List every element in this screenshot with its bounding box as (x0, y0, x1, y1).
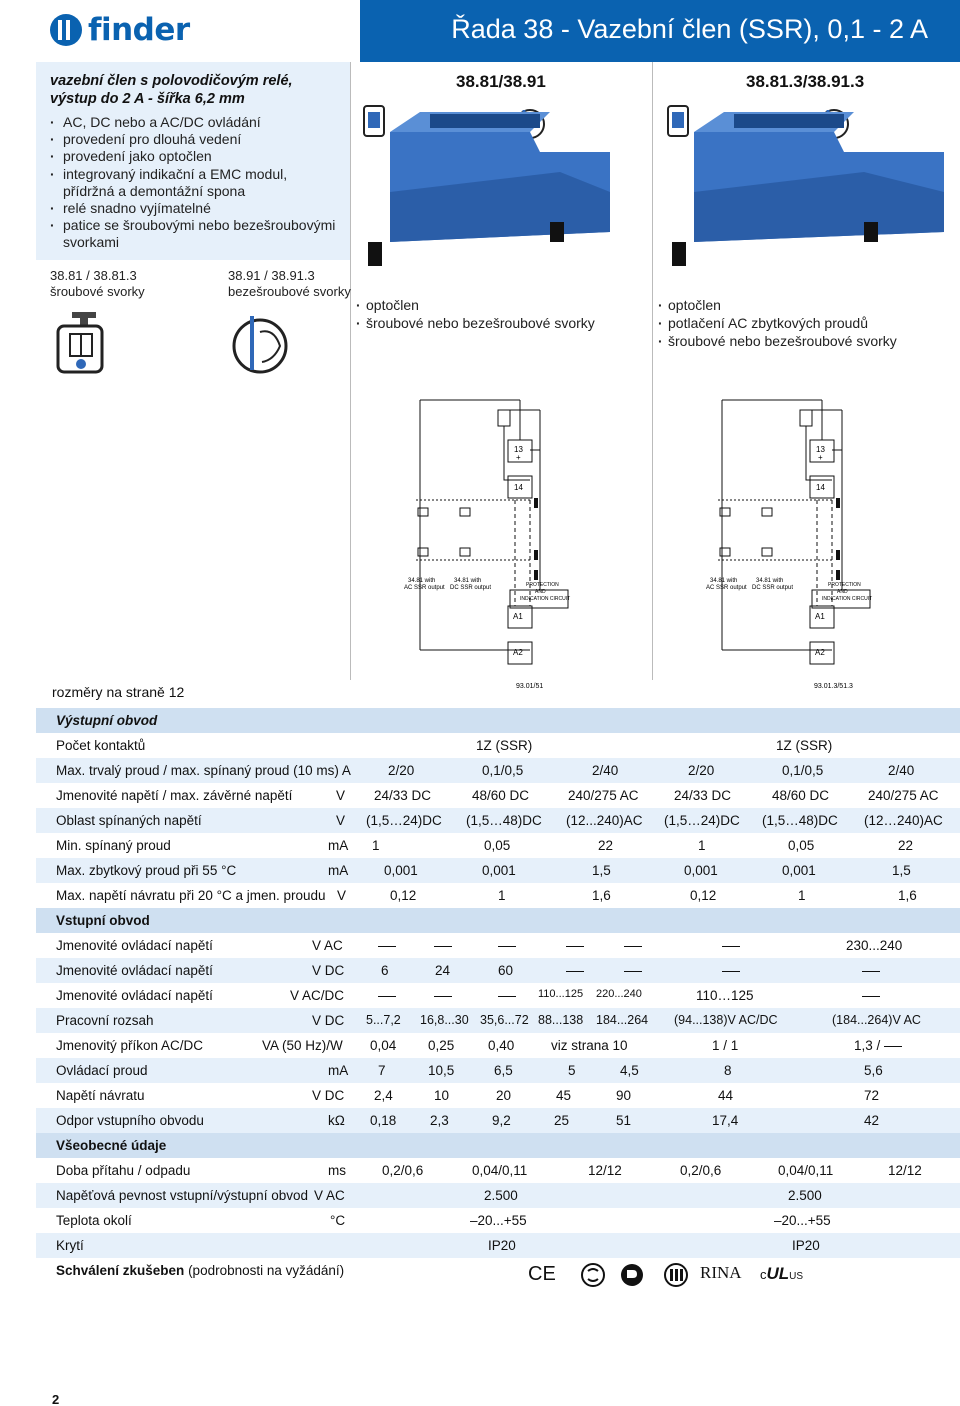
dash-mark (434, 938, 452, 953)
ul-us-label: US (789, 1271, 804, 1282)
cell-value: 0,001 (482, 863, 516, 878)
protection-label: PROTECTION (828, 582, 861, 588)
cell-value: (12...240)AC (566, 813, 643, 828)
ul-c-label: c (760, 1267, 767, 1282)
cell-value: 1Z (SSR) (776, 738, 833, 753)
feature-item: · provedení pro dlouhá vedení (50, 131, 350, 148)
cell-value: 0,04/0,11 (778, 1163, 834, 1178)
row-label: Krytí (56, 1238, 84, 1253)
table-row (36, 1158, 960, 1183)
cell-value: 60 (498, 963, 514, 978)
cell-value: 1,6 (592, 888, 611, 903)
feature-item: · optočlen (356, 296, 595, 314)
table-row (36, 1083, 960, 1108)
section-output (36, 708, 960, 733)
row-label: Doba přítahu / odpadu (56, 1163, 191, 1178)
row-unit: °C (330, 1213, 346, 1228)
section-title: Vstupní obvod (56, 913, 150, 928)
dc-output-label: DC SSR output (752, 585, 794, 591)
cell-value: 110…125 (696, 988, 754, 1003)
feature-item: · AC, DC nebo a AC/DC ovládání (50, 114, 350, 131)
rina-mark-icon: RINA (700, 1263, 742, 1282)
cell-value: (1,5…24)DC (664, 813, 740, 828)
cell-value: 48/60 DC (472, 788, 530, 803)
cell-value: 16,8...30 (420, 1013, 469, 1027)
cell-value: 7 (378, 1063, 386, 1078)
table-row (36, 1208, 960, 1233)
feature-item: · patice se šroubovými nebo bezešroubovými (50, 217, 350, 234)
table-row (36, 983, 960, 1008)
dash-mark (378, 988, 396, 1003)
cell-value: 230...240 (846, 938, 903, 953)
cell-value: 17,4 (712, 1113, 739, 1128)
product-2-features (658, 296, 897, 350)
table-row (36, 833, 960, 858)
cell-value: –20...+55 (774, 1213, 831, 1228)
table-row (36, 1008, 960, 1033)
column-divider (652, 62, 653, 680)
cell-value: 240/275 AC (568, 788, 639, 803)
page-title: Řada 38 - Vazební člen (SSR), 0,1 - 2 A (451, 14, 928, 44)
cell-value: 0,001 (684, 863, 718, 878)
screw-terminal-info (50, 268, 145, 300)
row-unit: mA (328, 863, 349, 878)
cell-value: 2,4 (374, 1088, 393, 1103)
cell-value: 10,5 (428, 1063, 455, 1078)
row-label: Pracovní rozsah (56, 1013, 154, 1028)
cell-value: 1 (798, 888, 806, 903)
dash-mark (624, 938, 642, 953)
dc-with-label: 34.81 with (454, 578, 482, 584)
cell-value: 2.500 (484, 1188, 518, 1203)
row-unit: V AC (312, 938, 343, 953)
row-unit: V DC (312, 1013, 345, 1028)
cell-value: 0,001 (384, 863, 418, 878)
ul-mark-icon: cULUS (760, 1264, 804, 1283)
row-label: Napěťová pevnost vstupní/výstupní obvod (56, 1188, 308, 1203)
cell-value: 20 (496, 1088, 512, 1103)
row-unit: V DC (312, 963, 345, 978)
cell-value: 2/20 (388, 763, 415, 778)
cell-value: 44 (718, 1088, 734, 1103)
row-unit: V (336, 788, 346, 803)
cell-value: 2,3 (430, 1113, 449, 1128)
cell-value: 0,12 (690, 888, 717, 903)
cell-value: 1 (698, 838, 706, 853)
cell-value: 0,2/0,6 (382, 1163, 424, 1178)
row-unit: V AC (314, 1188, 345, 1203)
row-label: Jmenovité ovládací napětí (56, 988, 213, 1003)
wiring-diagram-2 (682, 390, 952, 690)
dash-mark (566, 938, 584, 953)
title-bar (360, 0, 960, 62)
ac-output-label: AC SSR output (706, 585, 747, 591)
cell-value: 0,04 (370, 1038, 397, 1053)
dash-mark (566, 963, 584, 978)
relay-image-1 (360, 92, 650, 272)
cell-value: 1 (372, 838, 380, 853)
cell-value: 110...125 (538, 988, 584, 1000)
cell-value: 10 (434, 1088, 450, 1103)
indication-label: INDICATION CIRCUIT (822, 596, 873, 602)
dimensions-reference: rozměry na straně 12 (52, 684, 185, 700)
cell-value: 1,5 (892, 863, 911, 878)
table-row (36, 783, 960, 808)
dash-mark (498, 938, 516, 953)
cell-value: 1,6 (898, 888, 917, 903)
terminal-14-label: 14 (816, 483, 825, 492)
terminal-13-label: 13 (514, 445, 523, 454)
terminal-14-label: 14 (514, 483, 523, 492)
cell-value: 4,5 (620, 1063, 639, 1078)
screw-terminal-icon (364, 106, 384, 136)
dc-with-label: 34.81 with (756, 578, 784, 584)
ac-with-label: 34.81 with (408, 578, 436, 584)
terminal-plus-label: + (516, 453, 521, 462)
row-label: Počet kontaktů (56, 738, 146, 753)
cell-value: IP20 (488, 1238, 516, 1253)
cell-value: 1Z (SSR) (476, 738, 533, 753)
cell-value: 0,1/0,5 (482, 763, 524, 778)
pct-mark-icon (618, 1262, 646, 1288)
cell-value: 22 (598, 838, 614, 853)
feature-item: svorkami (63, 234, 120, 251)
cell-value: (12…240)AC (864, 813, 943, 828)
column-divider (350, 62, 351, 680)
row-unit: mA (328, 838, 349, 853)
cell-value: viz strana 10 (551, 1038, 628, 1053)
protection-and-label: AND (837, 589, 848, 595)
row-label: Jmenovité napětí / max. závěrné napětí (56, 788, 293, 803)
cell-value-with-dash (854, 1038, 902, 1053)
cell-value: 6 (381, 963, 389, 978)
dash-mark (624, 963, 642, 978)
cell-value: 1,5 (592, 863, 611, 878)
cell-value: 5 (568, 1063, 576, 1078)
screwless-terminal-icon (230, 310, 302, 374)
cell-value: (1,5…48)DC (466, 813, 542, 828)
screw-terminal-code: 38.81 / 38.81.3 (50, 268, 137, 283)
cell-value: 2.500 (788, 1188, 822, 1203)
cell-value: 72 (864, 1088, 880, 1103)
row-label: Oblast spínaných napětí (56, 813, 202, 828)
cell-value: 0,001 (782, 863, 816, 878)
product-code-2: 38.81.3/38.91.3 (746, 72, 865, 91)
screw-terminal-label: šroubové svorky (50, 284, 145, 299)
feature-item: · relé snadno vyjímatelné (50, 200, 350, 217)
table-row (36, 733, 960, 758)
finder-logo (50, 12, 190, 48)
product-1-features (356, 296, 595, 332)
row-unit: V AC/DC (290, 988, 345, 1003)
table-row (36, 1183, 960, 1208)
feature-item: · potlačení AC zbytkových proudů (658, 314, 897, 332)
cell-value: 24 (435, 963, 451, 978)
approvals-note: (podrobnosti na vyžádání) (184, 1263, 345, 1278)
row-label: Jmenovité ovládací napětí (56, 938, 213, 953)
table-row (36, 1258, 960, 1283)
dash-mark (378, 938, 396, 953)
dash-mark (862, 988, 880, 1003)
dash-mark (862, 963, 880, 978)
cell-value: 0,04/0,11 (472, 1163, 528, 1178)
page-number: 2 (52, 1392, 60, 1406)
feature-item: · optočlen (658, 296, 897, 314)
section-input (36, 908, 960, 933)
cell-value: 6,5 (494, 1063, 513, 1078)
row-label: Ovládací proud (56, 1063, 148, 1078)
wiring-diagram-1 (380, 390, 650, 690)
protection-label: PROTECTION (526, 582, 559, 588)
row-label: Jmenovité ovládací napětí (56, 963, 213, 978)
table-row (36, 933, 960, 958)
row-unit: V (337, 888, 347, 903)
row-unit: V DC (312, 1088, 345, 1103)
ce-mark-icon: CE (528, 1263, 556, 1285)
cell-value: 0,05 (788, 838, 815, 853)
table-row (36, 1108, 960, 1133)
row-unit: ms (328, 1163, 346, 1178)
row-unit: kΩ (328, 1113, 345, 1128)
description-panel (36, 62, 350, 260)
dash-mark (498, 988, 516, 1003)
subtitle-line-2: výstup do 2 A - šířka 6,2 mm (50, 91, 245, 107)
cell-value: (94...138)V AC/DC (674, 1013, 778, 1027)
cell-value: 0,18 (370, 1113, 397, 1128)
cell-value: 12/12 (888, 1163, 922, 1178)
cell-value: 5...7,2 (366, 1013, 401, 1027)
row-label: Odpor vstupního obvodu (56, 1113, 204, 1128)
row-label: Teplota okolí (56, 1213, 132, 1228)
cell-value: 12/12 (588, 1163, 622, 1178)
table-row (36, 883, 960, 908)
cell-value: 35,6...72 (480, 1013, 529, 1027)
cell-value: 0,12 (390, 888, 417, 903)
terminal-13-label: 13 (816, 445, 825, 454)
table-row (36, 858, 960, 883)
page-header (0, 0, 960, 62)
cell-value: 22 (898, 838, 914, 853)
feature-item: · šroubové nebo bezešroubové svorky (658, 332, 897, 350)
gost-mark-icon (662, 1262, 690, 1288)
row-label: Max. napětí návratu při 20 °C a jmen. proudu (56, 888, 326, 903)
ac-with-label: 34.81 with (710, 578, 738, 584)
screwless-terminal-label: bezešroubové svorky (228, 284, 351, 299)
feature-list (50, 114, 350, 252)
row-label: Max. zbytkový proud při 55 °C (56, 863, 237, 878)
cell-value: 24/33 DC (374, 788, 432, 803)
cell-value: (1,5…48)DC (762, 813, 838, 828)
relay-image-2 (664, 92, 954, 272)
row-unit: V (336, 813, 346, 828)
terminal-a1-label: A1 (513, 612, 523, 621)
screw-terminal-icon (52, 310, 124, 374)
cell-value: 5,6 (864, 1063, 883, 1078)
dc-output-label: DC SSR output (450, 585, 492, 591)
cell-value: 45 (556, 1088, 572, 1103)
cell-value: 51 (616, 1113, 632, 1128)
table-row (36, 758, 960, 783)
indication-label: INDICATION CIRCUIT (520, 596, 571, 602)
brand-name: finder (88, 12, 190, 48)
row-label: Napětí návratu (56, 1088, 145, 1103)
cell-value: 24/33 DC (674, 788, 732, 803)
dash-mark (434, 988, 452, 1003)
terminal-plus-label: + (818, 453, 823, 462)
feature-item: · šroubové nebo bezešroubové svorky (356, 314, 595, 332)
finder-logo-mark (50, 14, 82, 46)
approvals-title: Schválení zkušeben (56, 1263, 185, 1278)
table-row (36, 1058, 960, 1083)
approvals-label (56, 1263, 344, 1278)
table-row (36, 808, 960, 833)
cell-value: 25 (554, 1113, 570, 1128)
screwless-terminal-info (228, 268, 351, 300)
terminal-a2-label: A2 (815, 648, 825, 657)
diagram-code: 93.01.3/51.3 (814, 683, 853, 690)
feature-item: přídržná a demontážní spona (63, 182, 246, 199)
cell-value: 240/275 AC (868, 788, 939, 803)
dash-mark (722, 938, 740, 953)
protection-and-label: AND (535, 589, 546, 595)
ac-output-label: AC SSR output (404, 585, 445, 591)
row-label: Jmenovitý příkon AC/DC (56, 1038, 204, 1053)
cell-value: 2/40 (592, 763, 619, 778)
cell-value: 42 (864, 1113, 880, 1128)
cell-value: 0,1/0,5 (782, 763, 824, 778)
csa-mark-icon (580, 1262, 606, 1288)
cell-value: 8 (724, 1063, 732, 1078)
table-row (36, 1033, 960, 1058)
cell-value: 1 / 1 (712, 1038, 739, 1053)
screw-terminal-icon (668, 106, 688, 136)
cell-value: 220...240 (596, 988, 642, 1000)
section-title: Všeobecné údaje (56, 1138, 167, 1153)
cell-value: 88...138 (538, 1013, 584, 1027)
cell-value: 2/20 (688, 763, 715, 778)
cell-value: 184...264 (596, 1013, 649, 1027)
screwless-terminal-code: 38.91 / 38.91.3 (228, 268, 315, 283)
product-code-1: 38.81/38.91 (456, 72, 546, 91)
cell-value: 1 (498, 888, 506, 903)
diagram-code: 93.01/51 (516, 683, 544, 690)
subtitle-line-1: vazební člen s polovodičovým relé, (50, 73, 293, 89)
cell-value: 2/40 (888, 763, 915, 778)
row-unit: mA (328, 1063, 349, 1078)
cell-value: 0,05 (484, 838, 511, 853)
row-label: Min. spínaný proud (56, 838, 171, 853)
table-row (36, 958, 960, 983)
cell-value: (1,5…24)DC (366, 813, 442, 828)
dash-mark (722, 963, 740, 978)
section-title: Výstupní obvod (56, 713, 158, 728)
cell-value: IP20 (792, 1238, 820, 1253)
cell-value: (184...264)V AC (832, 1013, 921, 1027)
cell-value: 48/60 DC (772, 788, 830, 803)
row-label: Max. trvalý proud / max. spínaný proud (10 ms) A (56, 763, 351, 778)
cell-value: 1,3 / (854, 1038, 881, 1053)
terminal-a1-label: A1 (815, 612, 825, 621)
cell-value: –20...+55 (470, 1213, 527, 1228)
terminal-a2-label: A2 (513, 648, 523, 657)
feature-item: · integrovaný indikační a EMC modul, (50, 166, 350, 183)
cell-value: 0,40 (488, 1038, 515, 1053)
cell-value: 9,2 (492, 1113, 511, 1128)
cell-value: 0,2/0,6 (680, 1163, 722, 1178)
row-unit: VA (50 Hz)/W (262, 1038, 343, 1053)
cell-value: 0,25 (428, 1038, 455, 1053)
section-general (36, 1133, 960, 1158)
table-row (36, 1233, 960, 1258)
cell-value: 90 (616, 1088, 632, 1103)
feature-item: · provedení jako optočlen (50, 148, 350, 165)
